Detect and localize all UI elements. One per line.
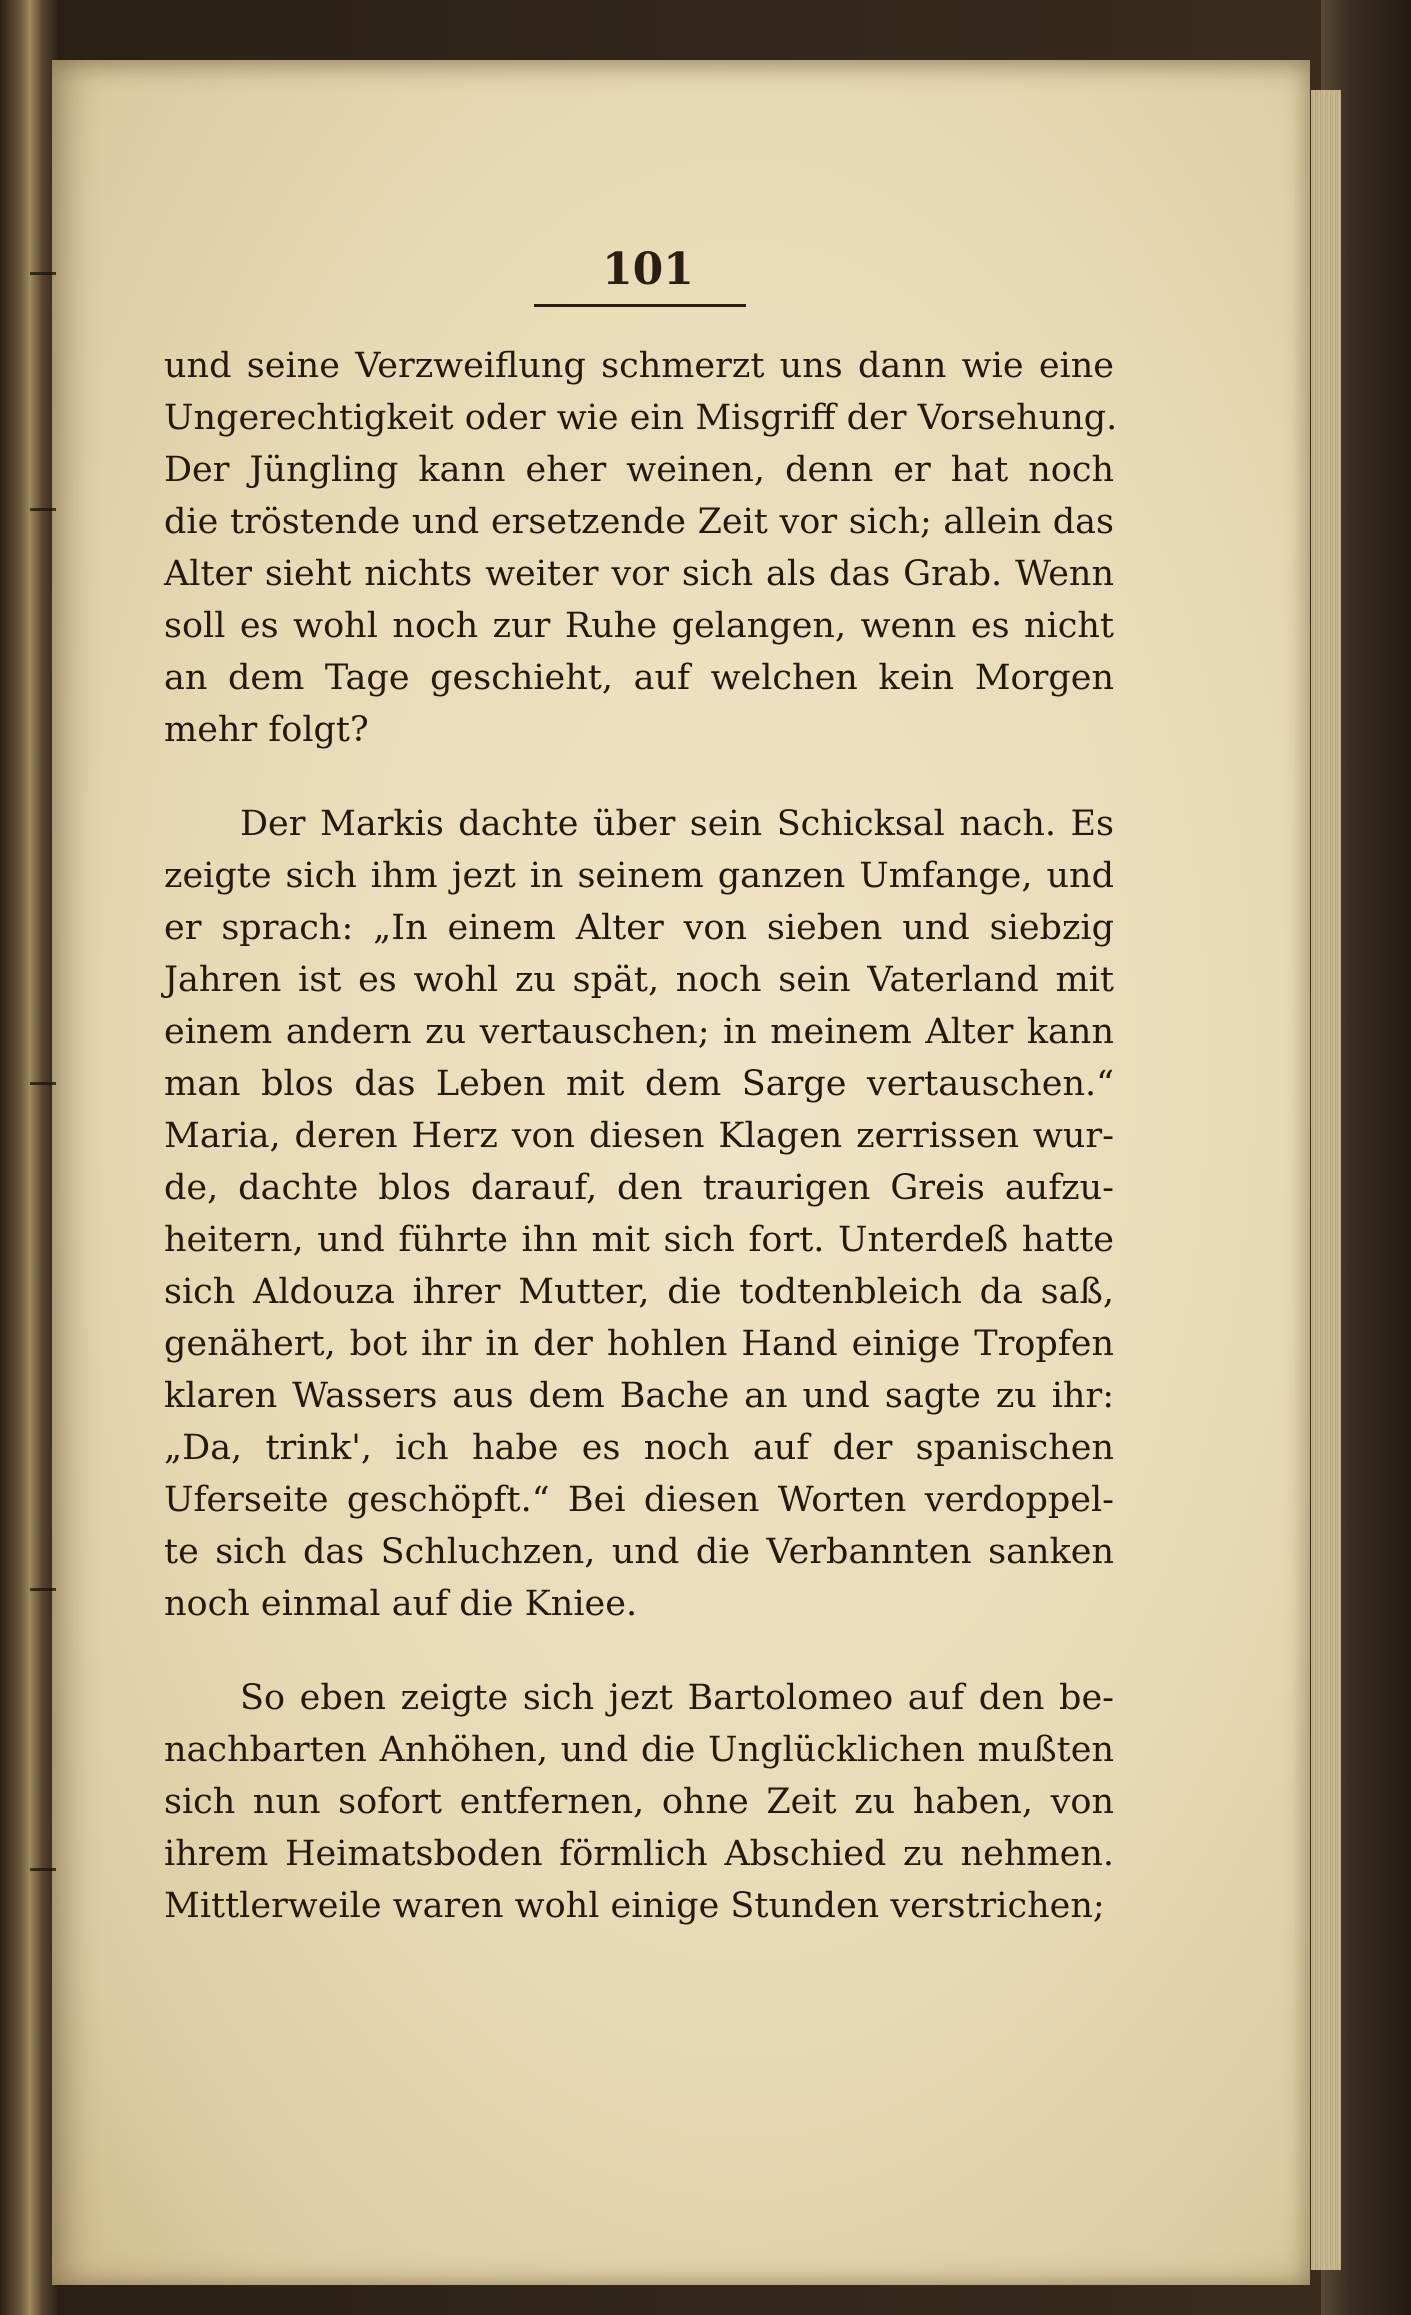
margin-mark — [30, 508, 56, 511]
text-line: genähert, bot ihr in der hohlen Hand einige Tropfen — [164, 1324, 1114, 1364]
text-line: und seine Verzweiflung schmerzt uns dann wie eine — [164, 346, 1114, 386]
text-line: an dem Tage geschieht, auf welchen kein Morgen — [164, 658, 1114, 698]
text-line: te sich das Schluchzen, und die Verbannten sanken — [164, 1532, 1114, 1572]
text-line: Uferseite geschöpft.“ Bei diesen Worten verdoppel- — [164, 1480, 1114, 1520]
text-line: die tröstende und ersetzende Zeit vor sich; allein das — [164, 502, 1114, 542]
text-line: So eben zeigte sich jezt Bartolomeo auf den be- — [240, 1678, 1114, 1718]
text-line: Mittlerweile waren wohl einige Stunden verstrichen; — [164, 1886, 1105, 1926]
text-line: soll es wohl noch zur Ruhe gelangen, wenn es nicht — [164, 606, 1114, 646]
paragraph-gap — [164, 756, 1114, 798]
body-text — [164, 340, 1118, 1932]
text-line: man blos das Leben mit dem Sarge vertauschen.“ — [164, 1064, 1114, 1104]
page-number: 101 — [602, 244, 694, 295]
text-line: de, dachte blos darauf, den traurigen Greis aufzu- — [164, 1168, 1114, 1208]
page-edges — [1311, 90, 1341, 2270]
margin-mark — [30, 1082, 56, 1085]
text-line: Alter sieht nichts weiter vor sich als das Grab. Wenn — [164, 554, 1114, 594]
book-spine — [0, 0, 60, 2315]
paragraph-gap — [164, 1630, 1114, 1672]
text-line: klaren Wassers aus dem Bache an und sagte zu ihr: — [164, 1376, 1114, 1416]
text-line: Maria, deren Herz von diesen Klagen zerrissen wur- — [164, 1116, 1114, 1156]
text-line: er sprach: „In einem Alter von sieben und siebzig — [164, 908, 1114, 948]
header-rule — [534, 304, 746, 307]
text-line: einem andern zu vertauschen; in meinem Alter kann — [164, 1012, 1114, 1052]
margin-mark — [30, 272, 56, 275]
text-line: sich nun sofort entfernen, ohne Zeit zu haben, von — [164, 1782, 1114, 1822]
text-line: Jahren ist es wohl zu spät, noch sein Vaterland mit — [164, 960, 1114, 1000]
text-line: zeigte sich ihm jezt in seinem ganzen Umfange, und — [164, 856, 1114, 896]
text-line: Der Markis dachte über sein Schicksal nach. Es — [240, 804, 1114, 844]
text-line: ihrem Heimatsboden förmlich Abschied zu nehmen. — [164, 1834, 1114, 1874]
margin-mark — [30, 1588, 56, 1591]
text-line: heitern, und führte ihn mit sich fort. Unterdeß hatte — [164, 1220, 1114, 1260]
text-line: Ungerechtigkeit oder wie ein Misgriff der Vorsehung. — [164, 398, 1118, 438]
text-line: „Da, trink', ich habe es noch auf der spanischen — [164, 1428, 1114, 1468]
text-line: nachbarten Anhöhen, und die Unglücklichen mußten — [164, 1730, 1114, 1770]
margin-mark — [30, 1868, 56, 1871]
text-line: noch einmal auf die Kniee. — [164, 1584, 638, 1624]
text-line: mehr folgt? — [164, 710, 369, 750]
text-line: sich Aldouza ihrer Mutter, die todtenbleich da saß, — [164, 1272, 1114, 1312]
text-line: Der Jüngling kann eher weinen, denn er hat noch — [164, 450, 1114, 490]
